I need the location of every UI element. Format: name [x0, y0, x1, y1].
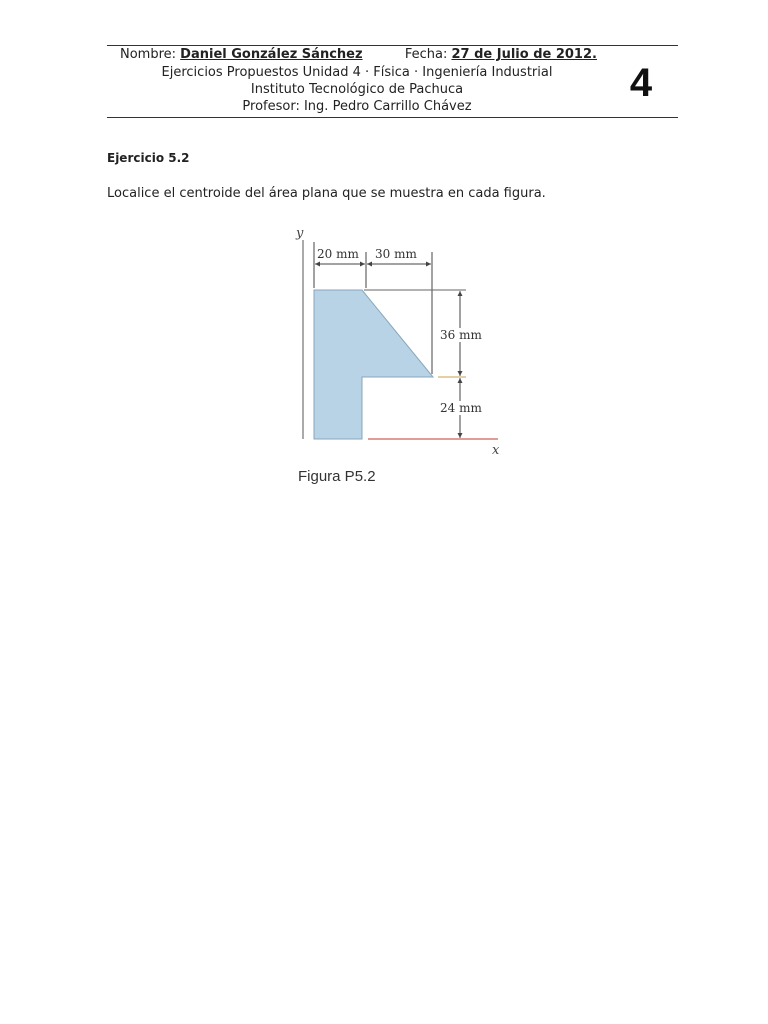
dim-arrow: [458, 371, 463, 376]
dim-arrow: [367, 262, 372, 267]
professor-line: Profesor: Ing. Pedro Carrillo Chávez: [242, 99, 472, 114]
header-top-rule: [107, 45, 678, 46]
dim-arrow: [458, 291, 463, 296]
dim-arrow: [360, 262, 365, 267]
dim-arrow: [315, 262, 320, 267]
date-value: 27 de Julio de 2012.: [451, 47, 597, 62]
header-bottom-rule: [107, 117, 678, 118]
x-axis-label: x: [492, 443, 500, 458]
dim-label-30mm: 30 mm: [375, 247, 417, 261]
figure-caption: Figura P5.2: [298, 468, 376, 485]
institute-line: Instituto Tecnológico de Pachuca: [250, 82, 464, 97]
dim-arrow: [458, 433, 463, 438]
exercise-statement: Localice el centroide del área plana que se muestra en cada figura.: [107, 186, 546, 201]
dim-arrow: [426, 262, 431, 267]
date-label: Fecha:: [404, 47, 448, 62]
student-name: Daniel González Sánchez: [180, 47, 363, 62]
dim-label-36mm: 36 mm: [440, 328, 482, 342]
figure-p5-2: [290, 222, 505, 462]
dim-label-24mm: 24 mm: [440, 401, 482, 415]
y-axis-label: y: [296, 226, 304, 241]
dim-label-20mm: 20 mm: [317, 247, 359, 261]
header-name-date-line: [120, 47, 597, 62]
figure-diagram: [290, 222, 505, 462]
unit-number: 4: [629, 61, 653, 105]
exercise-title: Ejercicio 5.2: [107, 151, 190, 165]
name-label: Nombre:: [120, 47, 177, 62]
l-shaped-area: [314, 290, 433, 439]
course-line: Ejercicios Propuestos Unidad 4 · Física · Ingeniería Industrial: [161, 65, 553, 80]
dim-arrow: [458, 378, 463, 383]
